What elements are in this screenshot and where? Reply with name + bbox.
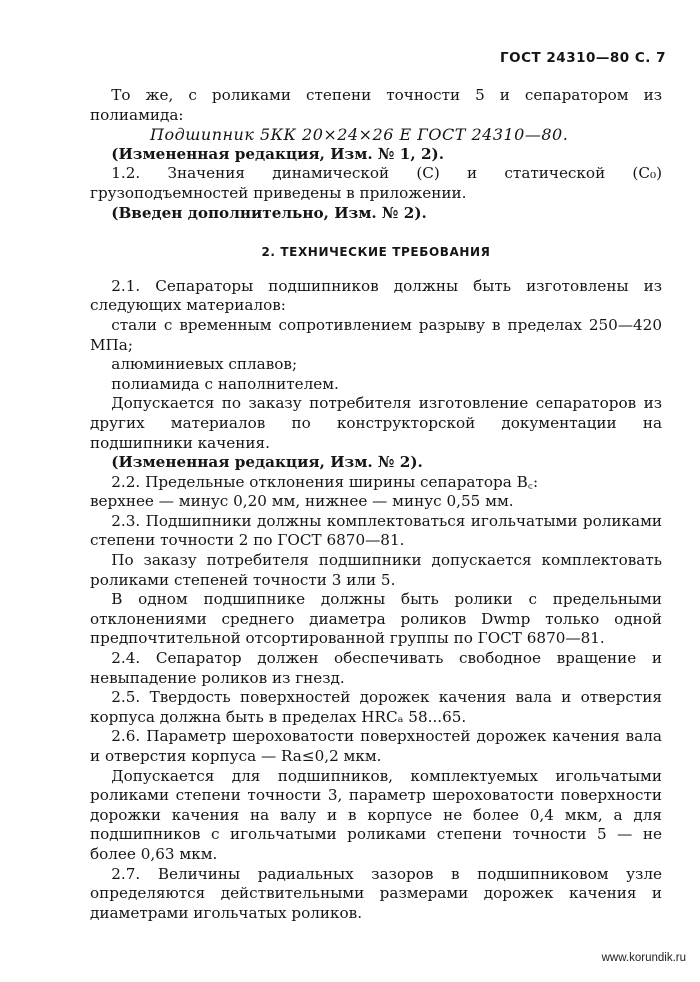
paragraph-2-1-item-steel: стали с временным сопротивлением разрыву в пределах 250—420 МПа;	[90, 315, 662, 354]
section-title: 2. ТЕХНИЧЕСКИЕ ТРЕБОВАНИЯ	[261, 245, 491, 260]
paragraph-2-6: 2.6. Параметр шероховатости поверхностей дорожек качения вала и отверстия корпуса — Ra≤0,2 мкм.	[90, 727, 662, 765]
paragraph-2-3: 2.3. Подшипники должны комплектоваться игольчатыми роликами степени точности 2 по ГОСТ 6870—81.	[90, 511, 662, 550]
paragraph-1-2: 1.2. Значения динамической (C) и статической (C₀) грузоподъемностей приведены в приложении.	[90, 164, 662, 202]
paragraph-2-1-allowance: Допускается по заказу потребителя изготовление сепараторов из других материалов по конструкторской документации на подшипники качения.	[90, 394, 662, 452]
footer-url: www.korundik.ru	[601, 952, 686, 964]
paragraph-2-1-item-polyamide: полиамида с наполнителем.	[111, 374, 339, 393]
paragraph-2-1-note: (Измененная редакция, Изм. № 2).	[111, 453, 423, 472]
paragraph-2-4: 2.4. Сепаратор должен обеспечивать свободное вращение и невыпадение роликов из гнезд.	[90, 649, 662, 687]
paragraph-2-3-group: В одном подшипнике должны быть ролики с предельными отклонениями среднего диаметра роликов Dwmp только одной предпочтительной отсортированной группы по ГОСТ 6870—81.	[90, 590, 662, 648]
paragraph-2-1: 2.1. Сепараторы подшипников должны быть изготовлены из следующих материалов:	[90, 276, 662, 315]
designation-example: Подшипник 5КК 20×24×26 Е ГОСТ 24310—80.	[150, 125, 569, 145]
paragraph-2-6-allowance: Допускается для подшипников, комплектуемых игольчатыми роликами степени точности 3, параметр шероховатости поверхности дорожки качения на валу и в корпусе не более 0,4 мкм, а для подшипников с игольчатыми роликами степени точности 5 — не более 0,63 мкм.	[90, 766, 662, 863]
paragraph-2-7: 2.7. Величины радиальных зазоров в подшипниковом узле определяются действительными размерами дорожек качения и диаметрами игольчатых роликов.	[90, 864, 662, 922]
paragraph-1-2-note: (Введен дополнительно, Изм. № 2).	[111, 203, 427, 222]
page-header: ГОСТ 24310—80 С. 7	[500, 50, 666, 66]
document-body	[90, 86, 662, 923]
intro-line: То же, с роликами степени точности 5 и сепаратором из полиамида:	[90, 86, 662, 124]
paragraph-2-3-option: По заказу потребителя подшипники допускается комплектовать роликами степеней точности 3 или 5.	[90, 551, 662, 589]
paragraph-2-1-item-aluminium: алюминиевых сплавов;	[111, 355, 298, 374]
paragraph-2-5: 2.5. Твердость поверхностей дорожек качения вала и отверстия корпуса должна быть в пределах HRCₐ 58...65.	[90, 688, 662, 726]
paragraph-2-2-values: верхнее — минус 0,20 мм, нижнее — минус 0,55 мм.	[90, 492, 514, 511]
edit-note: (Измененная редакция, Изм. № 1, 2).	[111, 144, 444, 163]
paragraph-2-2: 2.2. Предельные отклонения ширины сепаратора B꜀:	[111, 472, 539, 491]
